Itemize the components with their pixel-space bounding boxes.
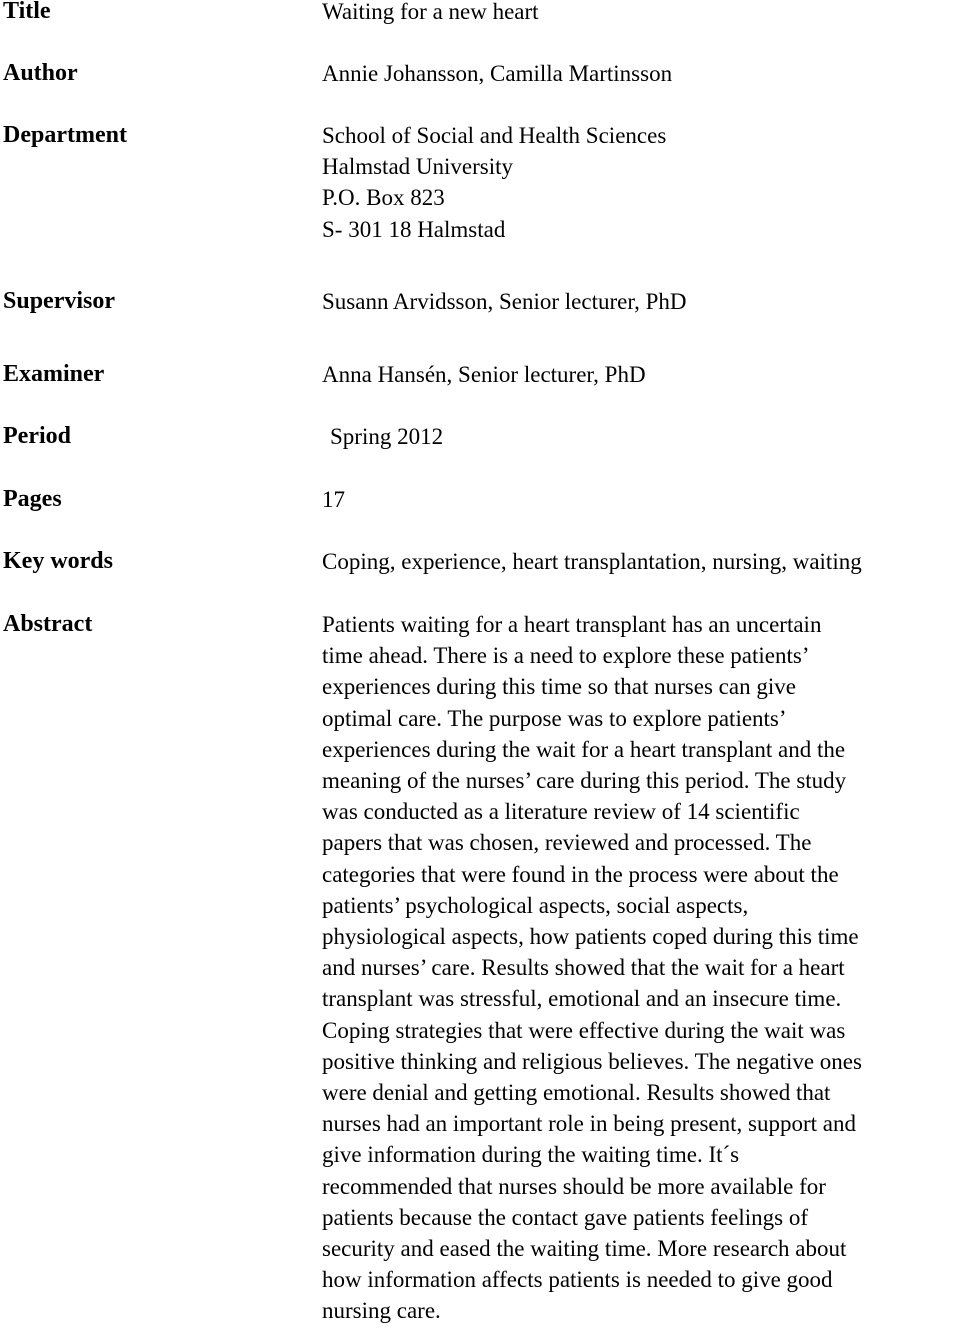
abstract-line: security and eased the waiting time. More research about bbox=[322, 1236, 847, 1262]
abstract-line: optimal care. The purpose was to explore patients’ bbox=[322, 705, 787, 731]
abstract-line: Coping strategies that were effective during the wait was bbox=[322, 1017, 846, 1043]
examiner-label: Examiner bbox=[3, 361, 105, 387]
abstract-line: papers that was chosen, reviewed and processed. The bbox=[322, 830, 812, 856]
abstract-line: transplant was stressful, emotional and an insecure time. bbox=[322, 986, 842, 1012]
abstract-line: nurses had an important role in being present, support and bbox=[322, 1111, 856, 1137]
abstract-line: how information affects patients is needed to give good bbox=[322, 1267, 833, 1293]
abstract-line: experiences during the wait for a heart transplant and the bbox=[322, 736, 846, 762]
pages-value: 17 bbox=[322, 487, 345, 512]
period-label: Period bbox=[3, 423, 71, 449]
department-line: P.O. Box 823 bbox=[322, 185, 445, 211]
title-label: Title bbox=[3, 0, 51, 24]
abstract-line: patients because the contact gave patients feelings of bbox=[322, 1204, 808, 1230]
abstract-line: Patients waiting for a heart transplant has an uncertain bbox=[322, 612, 822, 637]
period-value: Spring 2012 bbox=[330, 424, 444, 449]
abstract-line: categories that were found in the process were about the bbox=[322, 861, 839, 887]
supervisor-label: Supervisor bbox=[3, 288, 116, 314]
author-label: Author bbox=[3, 60, 78, 86]
abstract-line: time ahead. There is a need to explore these patients’ bbox=[322, 643, 810, 669]
supervisor-value: Susann Arvidsson, Senior lecturer, PhD bbox=[322, 289, 687, 314]
abstract-line: experiences during this time so that nurses can give bbox=[322, 674, 796, 700]
title-value: Waiting for a new heart bbox=[322, 0, 539, 24]
keywords-value: Coping, experience, heart transplantation, nursing, waiting bbox=[322, 549, 862, 574]
abstract-line: positive thinking and religious believes. The negative ones bbox=[322, 1048, 862, 1074]
abstract-line: give information during the waiting time. It´s bbox=[322, 1142, 740, 1168]
abstract-line: was conducted as a literature review of 14 scientific bbox=[322, 799, 800, 825]
department-line: School of Social and Health Sciences bbox=[322, 123, 667, 148]
department-label: Department bbox=[3, 122, 127, 148]
abstract-line: and nurses’ care. Results showed that the wait for a heart bbox=[322, 955, 845, 981]
keywords-label: Key words bbox=[3, 548, 113, 574]
abstract-body bbox=[322, 609, 958, 1327]
department-address bbox=[322, 120, 666, 245]
abstract-line: patients’ psychological aspects, social aspects, bbox=[322, 892, 749, 918]
abstract-line: nursing care. bbox=[322, 1298, 441, 1324]
department-line: S- 301 18 Halmstad bbox=[322, 216, 506, 242]
examiner-value: Anna Hansén, Senior lecturer, PhD bbox=[322, 362, 646, 387]
abstract-line: recommended that nurses should be more available for bbox=[322, 1173, 826, 1199]
abstract-line: were denial and getting emotional. Results showed that bbox=[322, 1080, 831, 1106]
abstract-line: meaning of the nurses’ care during this period. The study bbox=[322, 768, 847, 794]
author-value: Annie Johansson, Camilla Martinsson bbox=[322, 61, 673, 86]
abstract-line: physiological aspects, how patients coped during this time bbox=[322, 924, 859, 950]
department-line: Halmstad University bbox=[322, 154, 513, 180]
abstract-label: Abstract bbox=[3, 611, 93, 637]
pages-label: Pages bbox=[3, 486, 62, 512]
